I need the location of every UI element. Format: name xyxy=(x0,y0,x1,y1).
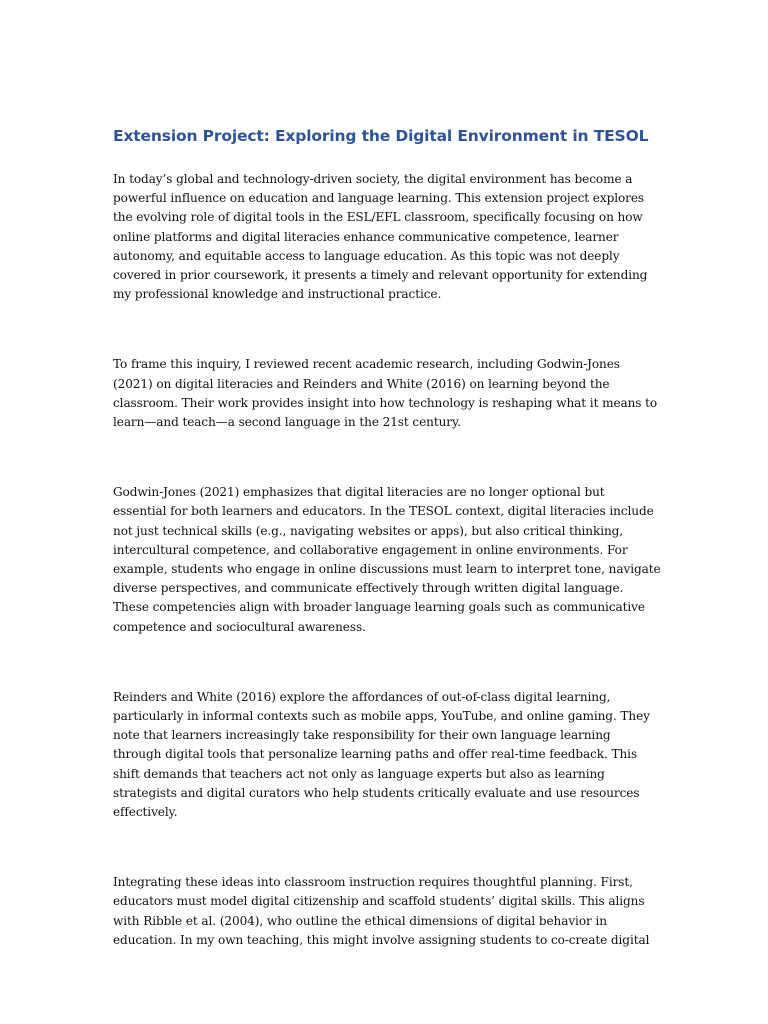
paragraph-intro: In today’s global and technology-driven society, the digital environment has become a powerful influence on education and language learning. This extension project explores the evolving role of digital tools in the ESL/EFL classroom, specifically focusing on how online platforms and digital literacies enhance communicative competence, learner autonomy, and equitable access to language education. As this topic was not deeply covered in prior coursework, it presents a timely and relevant opportunity for extending my professional knowledge and instructional practice. xyxy=(113,172,648,302)
paragraph-framing: To frame this inquiry, I reviewed recent academic research, including Godwin-Jones (2021) on digital literacies and Reinders and White (2016) on learning beyond the classroom. Their work provides insight into how technology is reshaping what it means to learn—and teach—a second language in the 21st century. xyxy=(113,357,658,430)
paragraph-integration: Integrating these ideas into classroom instruction requires thoughtful planning. First, educators must model digital citizenship and scaffold students’ digital skills. This aligns with Ribble et al. (2004), who outline the ethical dimensions of digital behavior in education. In my own teaching, this might involve assigning students to co-create digital xyxy=(113,875,650,947)
paragraph-godwin-jones: Godwin-Jones (2021) emphasizes that digital literacies are no longer optional but essential for both learners and educators. In the TESOL context, digital literacies include not just technical skills (e.g., navigating websites or apps), but also critical thinking, intercultural competence, and collaborative engagement in online environments. For example, students who engage in online discussions must learn to interpret tone, navigate diverse perspectives, and communicate effectively through written digital language. These competencies align with broader language learning goals such as communicative competence and sociocultural awareness. xyxy=(113,485,661,634)
paragraph-reinders-white: Reinders and White (2016) explore the affordances of out-of-class digital learning, particularly in informal contexts such as mobile apps, YouTube, and online gaming. They note that learners increasingly take responsibility for their own language learning through digital tools that personalize learning paths and offer real-time feedback. This shift demands that teachers act not only as language experts but also as learning strategists and digital curators who help students critically evaluate and use resources effectively. xyxy=(113,689,650,820)
document-title: Extension Project: Exploring the Digital Environment in TESOL xyxy=(113,127,649,145)
document-body xyxy=(113,124,661,950)
